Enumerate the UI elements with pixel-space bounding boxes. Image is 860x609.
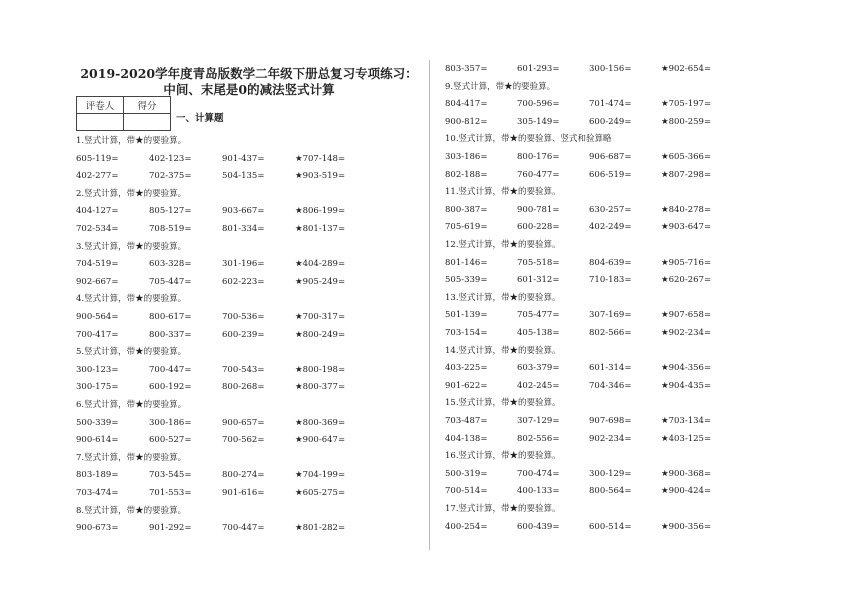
right-problem: 902-234= [589, 433, 632, 444]
right-problem: ★703-134= [661, 416, 712, 426]
left-instruction: 8.竖式计算，带★的要验算。 [76, 505, 187, 516]
left-problem: 900-564= [76, 312, 119, 322]
right-problem: ★620-267= [661, 275, 712, 286]
left-problem: 300-123= [76, 364, 119, 375]
left-problem: ★404-289= [295, 259, 346, 270]
right-problem: 307-129= [517, 416, 560, 426]
left-instruction: 1.竖式计算，带★的要验算。 [76, 136, 187, 146]
right-problem: 601-293= [517, 64, 560, 74]
right-problem: 705-477= [517, 310, 560, 321]
score-table-cell-grader [77, 114, 124, 131]
right-problem: 601-312= [517, 275, 560, 286]
right-problem: 601-314= [589, 363, 632, 374]
right-problem: ★807-298= [661, 169, 712, 180]
score-table-cell-score [124, 114, 171, 131]
right-problem: ★800-259= [661, 116, 712, 127]
right-problem: 900-812= [445, 116, 488, 127]
left-problem: ★704-199= [295, 470, 346, 481]
left-problem: 805-127= [149, 206, 192, 217]
right-problem: 300-156= [589, 64, 632, 74]
right-problem: 710-183= [589, 275, 632, 286]
right-problem: 400-254= [445, 521, 488, 532]
left-problem: ★900-647= [295, 435, 346, 446]
right-problem: 403-225= [445, 363, 488, 374]
right-problem: 804-417= [445, 99, 488, 110]
right-problem: 402-249= [589, 222, 632, 233]
left-problem: 605-119= [76, 153, 119, 164]
left-problem: 301-196= [222, 259, 265, 270]
left-problem: 903-667= [222, 206, 265, 217]
right-problem: ★905-716= [661, 257, 712, 268]
left-problem: ★801-282= [295, 523, 346, 534]
left-problem: 900-657= [222, 417, 265, 428]
right-instruction: 9.竖式计算，带★的要验算。 [445, 81, 556, 92]
section-title: 一、计算题 [176, 113, 224, 124]
left-problem: 504-135= [222, 171, 265, 182]
right-problem: 901-622= [445, 380, 488, 391]
left-problem: ★903-519= [295, 171, 346, 182]
right-problem: ★900-424= [661, 486, 712, 497]
left-instruction: 5.竖式计算，带★的要验算。 [76, 347, 187, 358]
score-table-header-grader: 评卷人 [77, 97, 124, 114]
left-problem: 800-274= [222, 470, 265, 481]
left-instruction: 6.竖式计算，带★的要验算。 [76, 400, 187, 410]
right-problem: ★904-356= [661, 363, 712, 374]
right-problem: 405-138= [517, 328, 560, 338]
right-problem: 400-133= [517, 486, 560, 497]
left-problem: 300-186= [149, 417, 192, 428]
right-problem: 402-245= [517, 380, 560, 391]
right-problem: ★904-435= [661, 380, 712, 391]
right-problem: 500-319= [445, 468, 488, 479]
left-problem: ★806-199= [295, 206, 346, 217]
left-problem: 402-277= [76, 171, 119, 182]
right-problem: 900-781= [517, 204, 560, 215]
right-problem: 701-474= [589, 99, 632, 110]
left-instruction: 7.竖式计算，带★的要验算。 [76, 452, 187, 463]
left-problem: 803-189= [76, 470, 119, 481]
left-problem: ★800-377= [295, 382, 346, 393]
right-instruction: 14.竖式计算，带★的要验算。 [445, 345, 561, 356]
left-problem: 702-534= [76, 224, 119, 234]
right-problem: 501-139= [445, 310, 488, 321]
right-problem: 404-138= [445, 433, 488, 444]
left-problem: 800-268= [222, 382, 265, 393]
left-problem: 700-447= [149, 364, 192, 375]
left-problem: 700-562= [222, 435, 265, 446]
right-problem: 505-339= [445, 275, 488, 286]
left-problem: 801-334= [222, 224, 265, 234]
right-problem: 600-514= [589, 521, 632, 532]
right-instruction: 13.竖式计算，带★的要验算。 [445, 292, 561, 303]
right-problem: 600-439= [517, 521, 560, 532]
right-problem: 804-639= [589, 257, 632, 268]
right-problem: ★900-368= [661, 468, 712, 479]
right-problem: 704-346= [589, 380, 632, 391]
right-problem: 305-149= [517, 116, 560, 127]
right-problem: ★907-658= [661, 310, 712, 321]
left-problem: 603-328= [149, 259, 192, 270]
left-problem: 901-437= [222, 153, 265, 164]
right-problem: ★903-647= [661, 222, 712, 233]
left-problem: 600-527= [149, 435, 192, 446]
right-problem: 307-169= [589, 310, 632, 321]
left-problem: 704-519= [76, 259, 119, 270]
left-problem: 800-337= [149, 329, 192, 340]
right-problem: ★900-356= [661, 521, 712, 532]
right-problem: ★902-234= [661, 328, 712, 338]
left-problem: 708-519= [149, 224, 192, 234]
right-problem: 906-687= [589, 152, 632, 162]
left-problem: 404-127= [76, 206, 119, 217]
right-problem: 800-176= [517, 152, 560, 162]
left-problem: ★800-198= [295, 364, 346, 375]
left-problem: 602-223= [222, 276, 265, 287]
right-problem: ★403-125= [661, 433, 712, 444]
left-problem: 600-192= [149, 382, 192, 393]
left-problem: 703-474= [76, 488, 119, 498]
left-problem: ★905-249= [295, 276, 346, 287]
right-problem: 760-477= [517, 169, 560, 180]
right-instruction: 12.竖式计算，带★的要验算。 [445, 240, 561, 250]
left-problem: 901-292= [149, 523, 192, 534]
right-instruction: 17.竖式计算，带★的要验算。 [445, 504, 561, 514]
left-problem: ★605-275= [295, 488, 346, 498]
right-instruction: 11.竖式计算，带★的要验算。 [445, 187, 561, 198]
right-problem: ★902-654= [661, 64, 712, 74]
right-problem: 700-514= [445, 486, 488, 497]
score-table-header-score: 得分 [124, 97, 171, 114]
right-problem: 802-566= [589, 328, 632, 338]
left-instruction: 3.竖式计算，带★的要验算。 [76, 241, 187, 252]
left-instruction: 2.竖式计算，带★的要验算。 [76, 188, 187, 199]
left-problem: 402-123= [149, 153, 192, 164]
left-problem: 900-673= [76, 523, 119, 534]
right-problem: 802-556= [517, 433, 560, 444]
right-problem: 303-186= [445, 152, 488, 162]
left-problem: 700-447= [222, 523, 265, 534]
left-problem: 600-239= [222, 329, 265, 340]
left-problem: ★801-137= [295, 224, 346, 234]
right-problem: 800-387= [445, 204, 488, 215]
column-divider [429, 60, 430, 550]
left-problem: 800-617= [149, 312, 192, 322]
right-problem: 705-619= [445, 222, 488, 233]
score-table [76, 96, 171, 131]
left-problem: 500-339= [76, 417, 119, 428]
left-problem: ★700-317= [295, 312, 346, 322]
right-problem: 700-474= [517, 468, 560, 479]
right-problem: 600-249= [589, 116, 632, 127]
left-problem: 701-553= [149, 488, 192, 498]
left-instruction: 4.竖式计算，带★的要验算。 [76, 294, 187, 305]
right-problem: 600-228= [517, 222, 560, 233]
right-problem: 803-357= [445, 64, 488, 74]
right-problem: 800-564= [589, 486, 632, 497]
right-problem: 703-487= [445, 416, 488, 426]
right-problem: ★705-197= [661, 99, 712, 110]
right-problem: 606-519= [589, 169, 632, 180]
left-problem: 300-175= [76, 382, 119, 393]
left-problem: 700-417= [76, 329, 119, 340]
left-problem: 700-543= [222, 364, 265, 375]
right-problem: 705-518= [517, 257, 560, 268]
left-problem: 702-375= [149, 171, 192, 182]
right-problem: 907-698= [589, 416, 632, 426]
right-problem: 802-188= [445, 169, 488, 180]
right-problem: ★605-366= [661, 152, 712, 162]
right-problem: 630-257= [589, 204, 632, 215]
right-instruction: 15.竖式计算，带★的要验算。 [445, 398, 561, 409]
left-problem: 700-536= [222, 312, 265, 322]
right-problem: 801-146= [445, 257, 488, 268]
left-problem: 900-614= [76, 435, 119, 446]
left-problem: 705-447= [149, 276, 192, 287]
right-problem: 603-379= [517, 363, 560, 374]
right-instruction: 10.竖式计算，带★的要验算、竖式和验算略 [445, 134, 612, 145]
title-line-1: 2019-2020学年度青岛版数学二年级下册总复习专项练习： [80, 66, 418, 81]
right-problem: 300-129= [589, 468, 632, 479]
left-problem: ★707-148= [295, 153, 346, 164]
right-problem: ★840-278= [661, 204, 712, 215]
right-problem: 703-154= [445, 328, 488, 338]
left-problem: 902-667= [76, 276, 119, 287]
left-problem: 901-616= [222, 488, 265, 498]
title-line-2: 中间、末尾是0的减法竖式计算 [163, 82, 335, 97]
right-problem: 700-596= [517, 99, 560, 110]
left-problem: ★800-369= [295, 417, 346, 428]
right-instruction: 16.竖式计算，带★的要验算。 [445, 451, 561, 462]
left-problem: ★800-249= [295, 329, 346, 340]
left-problem: 703-545= [149, 470, 192, 481]
